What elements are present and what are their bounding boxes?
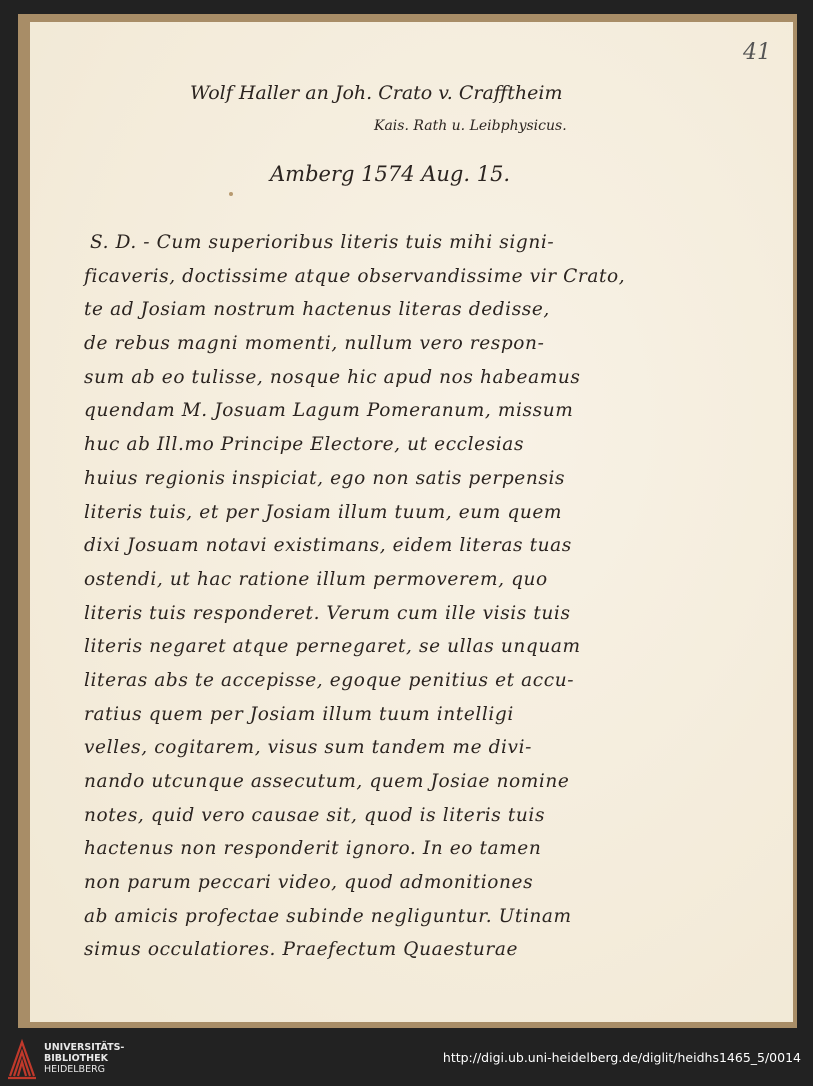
university-library-logo-icon	[6, 1036, 38, 1080]
letter-line: huc ab Ill.mo Principe Electore, ut ecclesias	[84, 434, 525, 456]
letter-line: huius regionis inspiciat, ego non satis perpensis	[84, 467, 566, 489]
letter-line: te ad Josiam nostrum hactenus literas dedisse,	[84, 299, 550, 321]
letter-line: quendam M. Josuam Lagum Pomeranum, missum	[84, 400, 574, 422]
page-number: 41	[743, 40, 771, 65]
letter-line: sum ab eo tulisse, nosque hic apud nos habeamus	[84, 366, 581, 388]
permalink-url[interactable]: http://digi.ub.uni-heidelberg.de/diglit/heidhs1465_5/0014	[442, 1050, 801, 1065]
letter-line: nando utcunque assecutum, quem Josiae nomine	[84, 771, 570, 792]
letter-line: hactenus non responderit ignoro. In eo tamen	[84, 838, 542, 860]
letter-line: non parum peccari video, quod admonitiones	[84, 872, 534, 894]
letter-subtitle: Kais. Rath u. Leibphysicus.	[374, 118, 567, 134]
institution-name: UNIVERSITÄTS- BIBLIOTHEK HEIDELBERG	[44, 1042, 125, 1075]
letter-line: literis negaret atque pernegaret, se ullas unquam	[84, 636, 581, 658]
letter-line: literis tuis, et per Josiam illum tuum, eum quem	[84, 501, 563, 523]
letter-line: literas abs te accepisse, egoque penitius et accu-	[84, 669, 575, 691]
viewer-footer	[0, 1030, 813, 1086]
letter-line: ab amicis profectae subinde negliguntur. Utinam	[84, 905, 572, 927]
ink-dot	[229, 192, 233, 196]
letter-line: ficaveris, doctissime atque observandissime vir Crato,	[84, 265, 626, 287]
letter-line: S. D. - Cum superioribus literis tuis mihi signi-	[90, 232, 555, 253]
letter-line: de rebus magni momenti, nullum vero respon-	[84, 333, 545, 355]
letter-line: dixi Josuam notavi existimans, eidem literas tuas	[84, 535, 572, 557]
letter-title: Wolf Haller an Joh. Crato v. Crafftheim	[190, 82, 563, 104]
letter-body	[84, 226, 684, 967]
place-date: Amberg 1574 Aug. 15.	[270, 162, 511, 186]
letter-line: simus occulatiores. Praefectum Quaesturae	[84, 939, 519, 961]
letter-line: ostendi, ut hac ratione illum permoverem, quo	[84, 568, 548, 590]
manuscript-page	[30, 22, 793, 1022]
letter-line: literis tuis responderet. Verum cum ille visis tuis	[84, 602, 571, 624]
letter-line: notes, quid vero causae sit, quod is literis tuis	[84, 804, 546, 826]
letter-line: velles, cogitarem, visus sum tandem me divi-	[84, 737, 532, 759]
letter-line: ratius quem per Josiam illum tuum intelligi	[84, 703, 514, 725]
